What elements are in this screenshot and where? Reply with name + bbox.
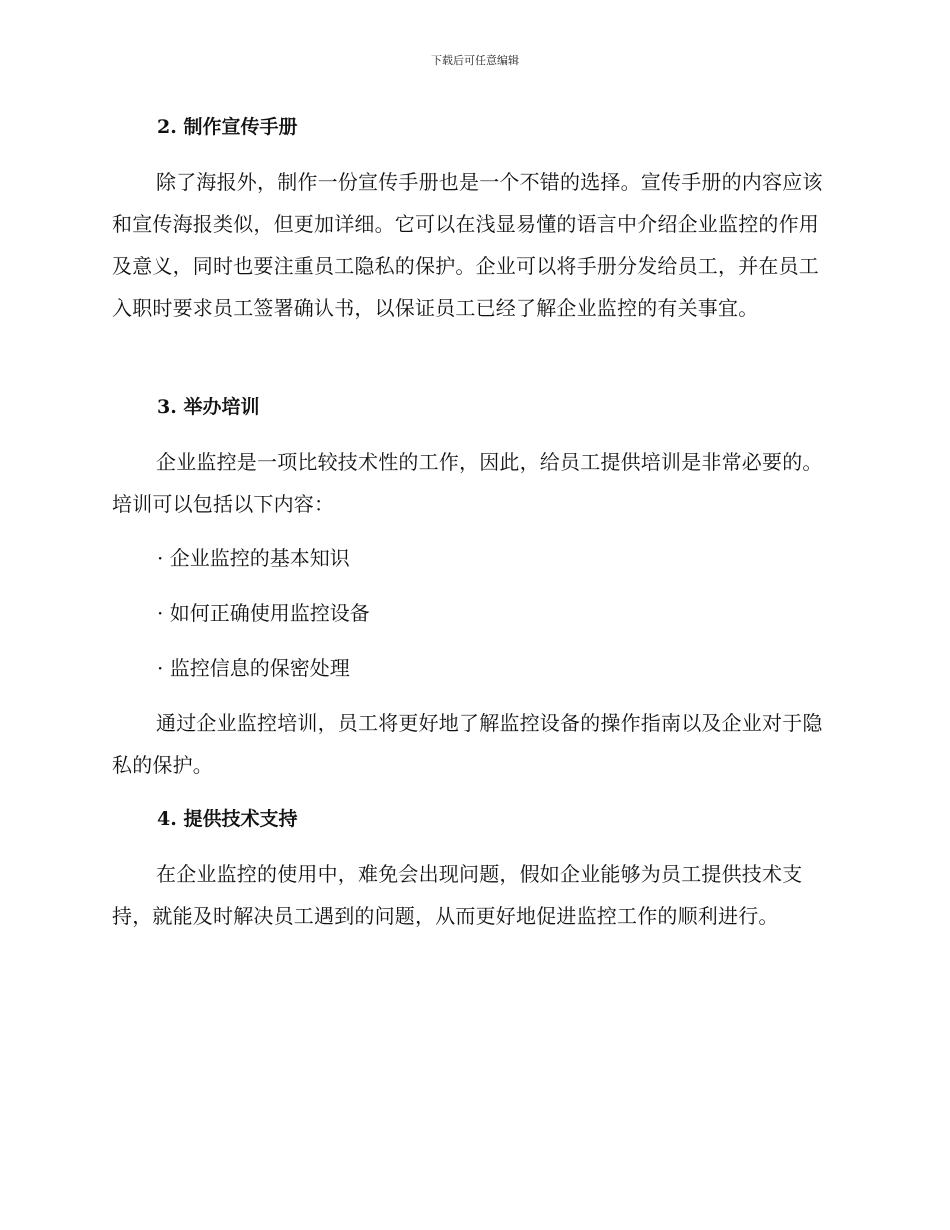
paragraph-tech-support: 在企业监控的使用中，难免会出现问题，假如企业能够为员工提供技术支持，就能及时解决员工遇到的问题，从而更好地促进监控工作的顺利进行。 <box>112 862 803 928</box>
paragraph-training-intro: 企业监控是一项比较技术性的工作，因此，给员工提供培训是非常必要的。培训可以包括以下内容： <box>112 450 823 516</box>
section-heading-brochure: 2. 制作宣传手册 <box>157 116 298 138</box>
list-item-training-basics: · 企业监控的基本知识 <box>157 546 350 570</box>
paragraph-brochure: 除了海报外，制作一份宣传手册也是一个不错的选择。宣传手册的内容应该和宣传海报类似，但更加详细。它可以在浅显易懂的语言中介绍企业监控的作用及意义，同时也要注重员工隐私的保护。企业可以将手册分发给员工，并在员工入职时要求员工签署确认书，以保证员工已经了解企业监控的有关事宜。 <box>112 170 823 320</box>
list-item-training-equipment: · 如何正确使用监控设备 <box>157 601 370 625</box>
section-heading-tech-support: 4. 提供技术支持 <box>157 808 298 830</box>
page-header-note: 下载后可任意编辑 <box>431 54 519 67</box>
list-item-training-confidentiality: · 监控信息的保密处理 <box>157 656 350 680</box>
section-heading-training: 3. 举办培训 <box>157 396 260 418</box>
paragraph-training-closing: 通过企业监控培训，员工将更好地了解监控设备的操作指南以及企业对于隐私的保护。 <box>112 711 823 777</box>
